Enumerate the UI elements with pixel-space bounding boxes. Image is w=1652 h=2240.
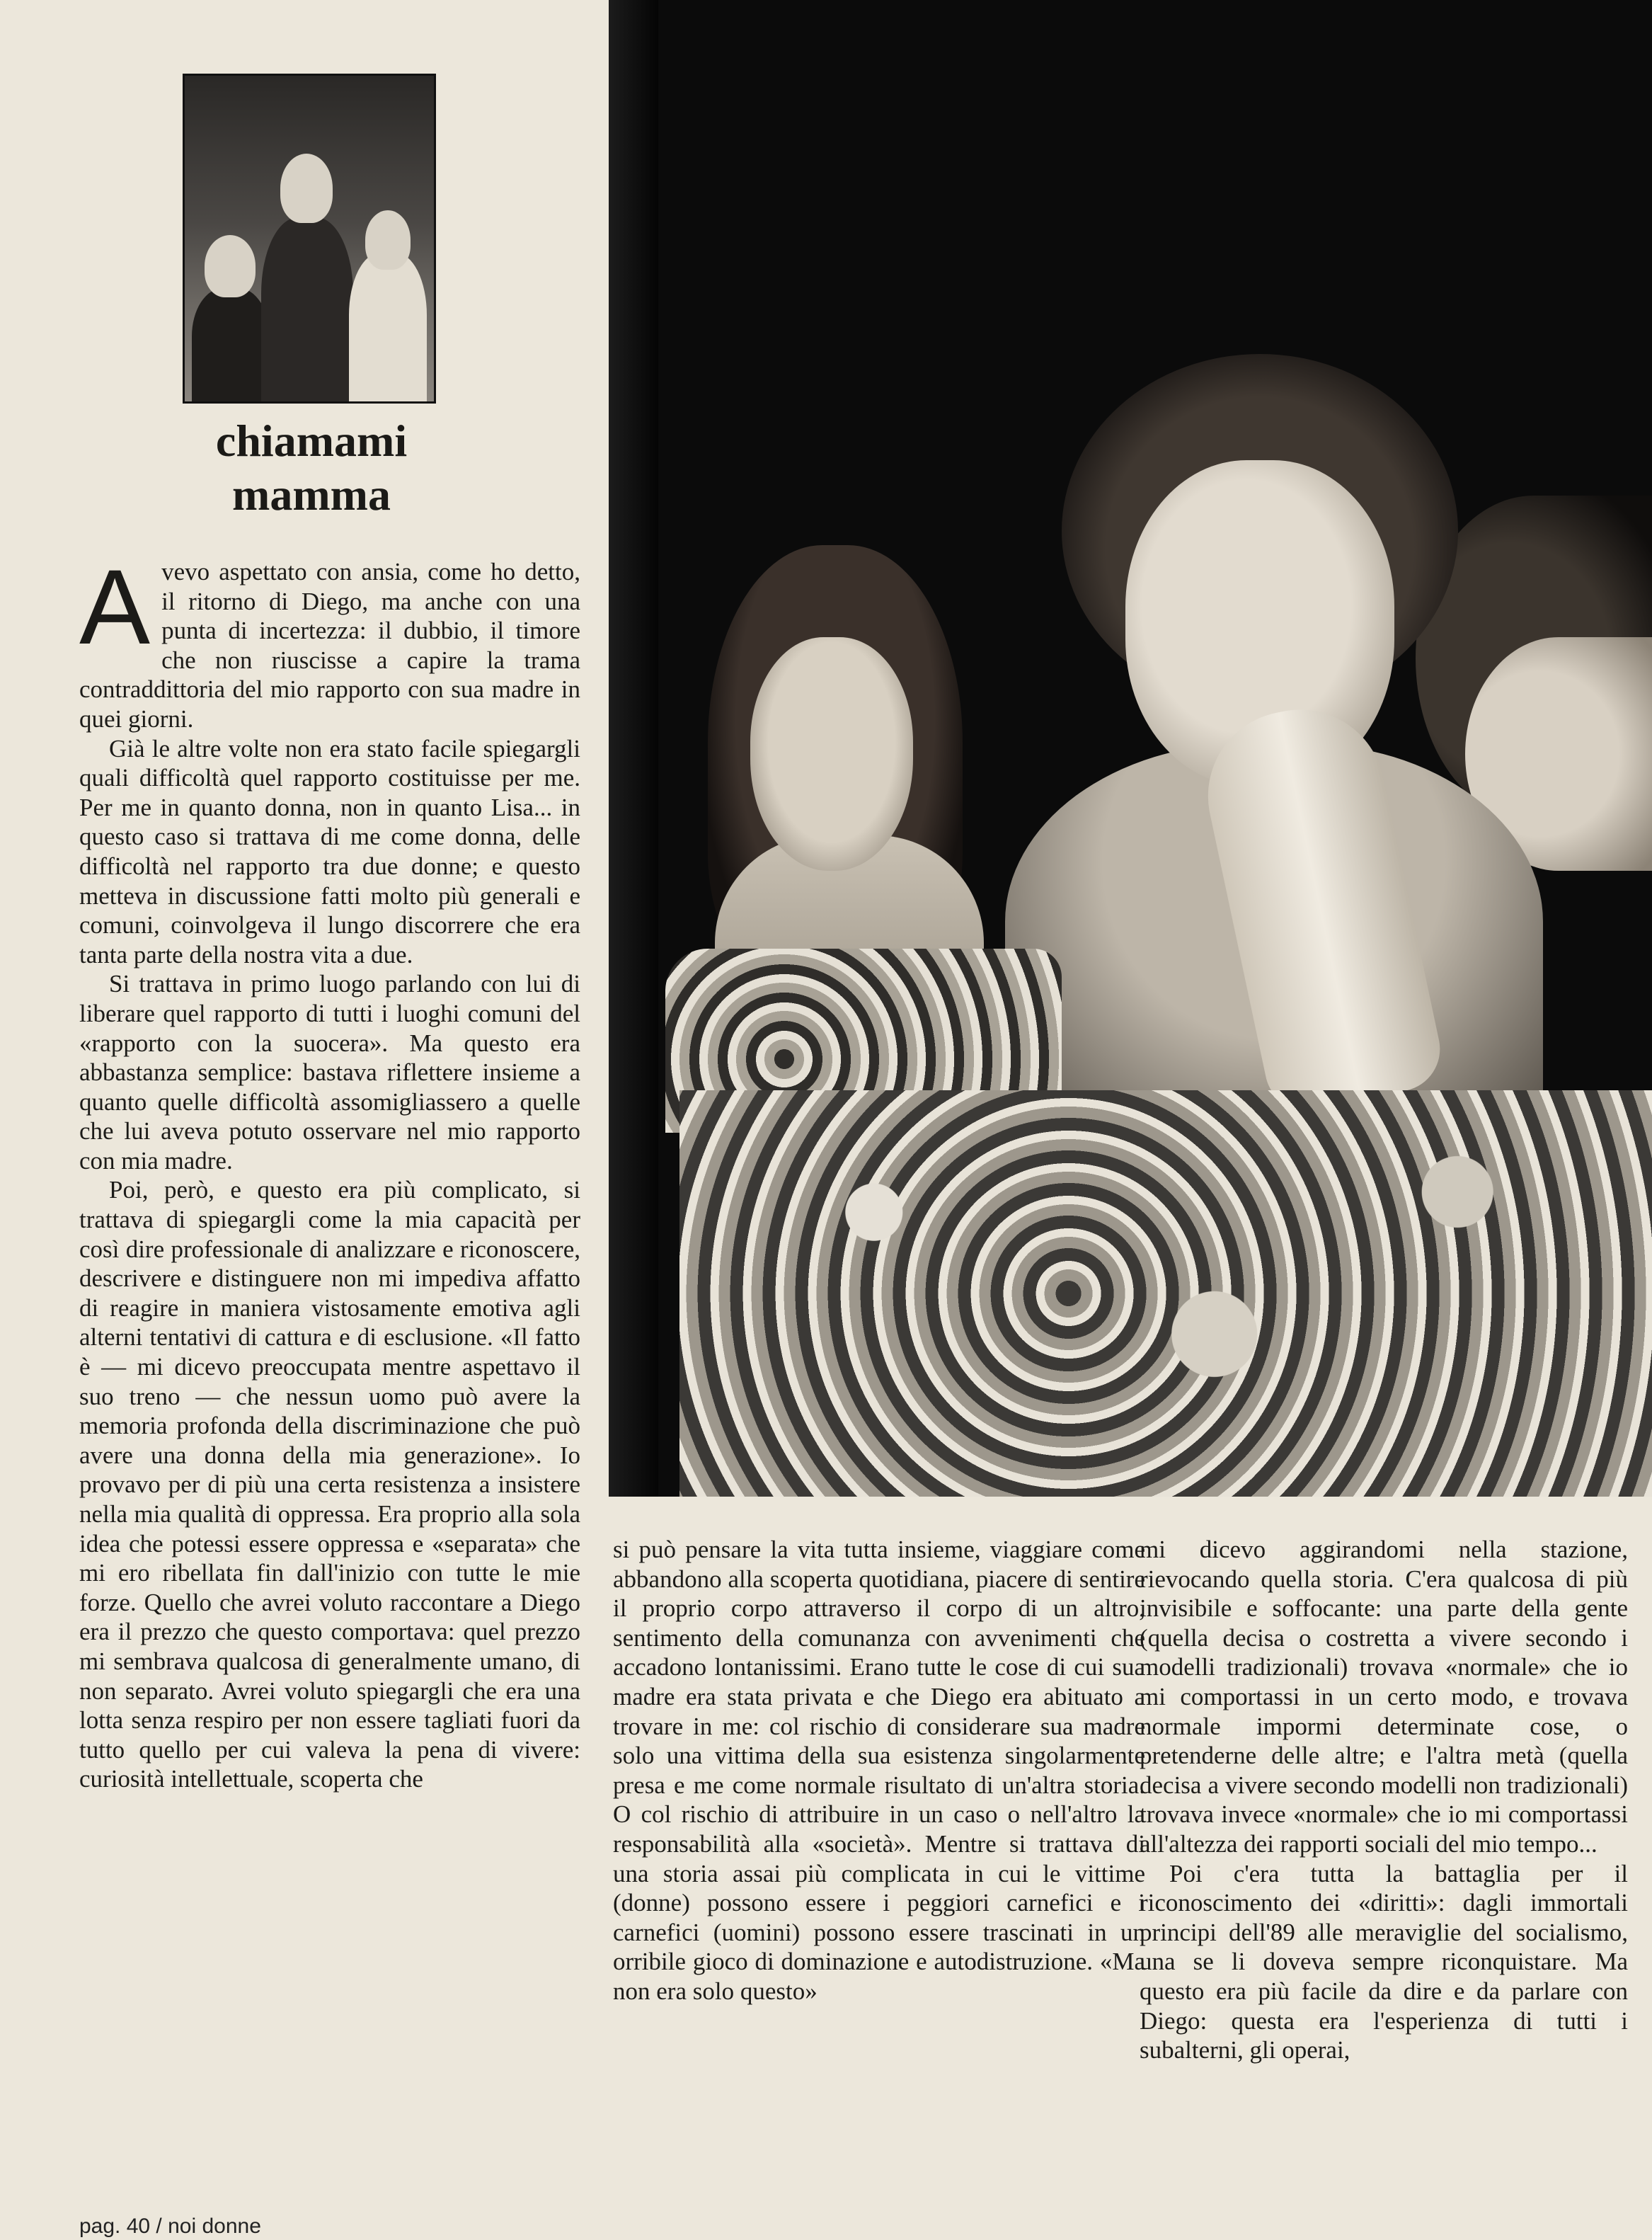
title-line-2: mamma (232, 469, 391, 520)
family-portrait-photo (183, 74, 436, 404)
paragraph: Poi, però, e questo era più complicato, si trattava di spiegargli come la mia capacità per così dire professionale di analizzare e riconoscere, descrivere e distinguere non mi impediva affatto di reagire in maniera vistosamente emotiva agli alterni tentativi di cattura e di esclusione. «Il fatto è — mi dicevo preoccupata mentre aspettavo il suo treno — che nessun uomo può avere la memoria profonda della discriminazione che può avere una donna della mia generazione». Io provavo per di più una certa resistenza a insistere nella mia qualità di oppressa. Era proprio alla sola idea che potessi essere oppressa e «separata» che mi ero ribellata fin dall'inizio con tutte le mie forze. Quello che avrei voluto raccontare a Diego era il prezzo che questo comportava: quel prezzo mi sembrava qualcosa di generalmente umano, di non separato. Avrei voluto spiegargli che era una lotta senza respiro per non essere tagliati fuori da tutto quello per cui valeva la pena di vivere: curiosità intellettuale, scoperta che (79, 1176, 580, 1793)
paragraph: si può pensare la vita tutta insieme, viaggiare come abbandono alla scoperta quotidiana, piacere di sentire il proprio corpo attraverso il corpo di un altro, sentimento della comunanza con avvenimenti che accadono lontanissimi. Erano tutte le cose di cui sua madre era stata privata e che Diego era abituato a trovare in me: col rischio di considerare sua madre solo una vittima della sua esistenza singolarmente presa e me come normale risultato di un'altra storia. O col rischio di attribuire in un caso o nell'altro la responsabilità alla «società». Mentre si trattava di una storia assai più complicata in cui le vittime (donne) possono essere i peggiori carnefici e i carnefici (uomini) possono essere trascinati in un orribile gioco di dominazione e autodistruzione. «Ma non era solo questo» (613, 1536, 1145, 2005)
paragraph (79, 547, 580, 734)
paragraph-text: vevo aspettato con ansia, come ho detto, il ritorno di Diego, ma anche con una punta di incertezza: il dubbio, il timore che non riuscisse a capire la trama contraddittoria del mio rapporto con sua madre in quei giorni. (79, 558, 580, 733)
article-column-3 (1140, 1535, 1628, 2065)
women-at-window-photo (609, 0, 1652, 1497)
paragraph: Si trattava in primo luogo parlando con lui di liberare quel rapporto di tutti i luoghi comuni del «rapporto con la suocera». Ma questo era abbastanza semplice: bastava riflettere insieme a quanto quelle difficoltà assomigliassero a quelle che lui aveva potuto osservare nel mio rapporto con mia madre. (79, 970, 580, 1175)
article-column-1 (79, 547, 580, 1794)
paragraph: Poi c'era tutta la battaglia per il riconoscimento dei «diritti»: dagli immortali principi dell'89 alle meraviglie del socialismo, una se li doveva sempre riconquistare. Ma questo era più facile da dire e da parlare con Diego: questa era l'esperienza di tutti i subalterni, gli operai, (1140, 1859, 1628, 2064)
paragraph: Già le altre volte non era stato facile spiegargli quali difficoltà quel rapporto costituisse per me. Per me in quanto donna, non in quanto Lisa... in questo caso si trattava di me come donna, delle difficoltà nel rapporto tra due donne; e questo metteva in discussione fatti molto più generali e comuni, coinvolgeva il lungo discorrere che era tanta parte della nostra vita a due. (79, 734, 580, 968)
title-line-1: chiamami (215, 416, 408, 466)
article-title (127, 414, 495, 522)
page-footer: pag. 40 / noi donne (79, 2215, 261, 2238)
paragraph: mi dicevo aggirandomi nella stazione, rievocando quella storia. C'era qualcosa di più invisibile e soffocante: una parte della gente (quella decisa o costretta a vivere secondo i modelli tradizionali) trovava «normale» che io mi comportassi in un certo modo, e trovava normale impormi determinate cose, o pretenderne delle altre; e l'altra metà (quella decisa a vivere secondo modelli non tradizionali) trovava invece «normale» che io mi comportassi all'altezza dei rapporti sociali del mio tempo... (1140, 1536, 1628, 1858)
drop-cap: A (79, 547, 151, 666)
article-column-2 (613, 1535, 1145, 2006)
